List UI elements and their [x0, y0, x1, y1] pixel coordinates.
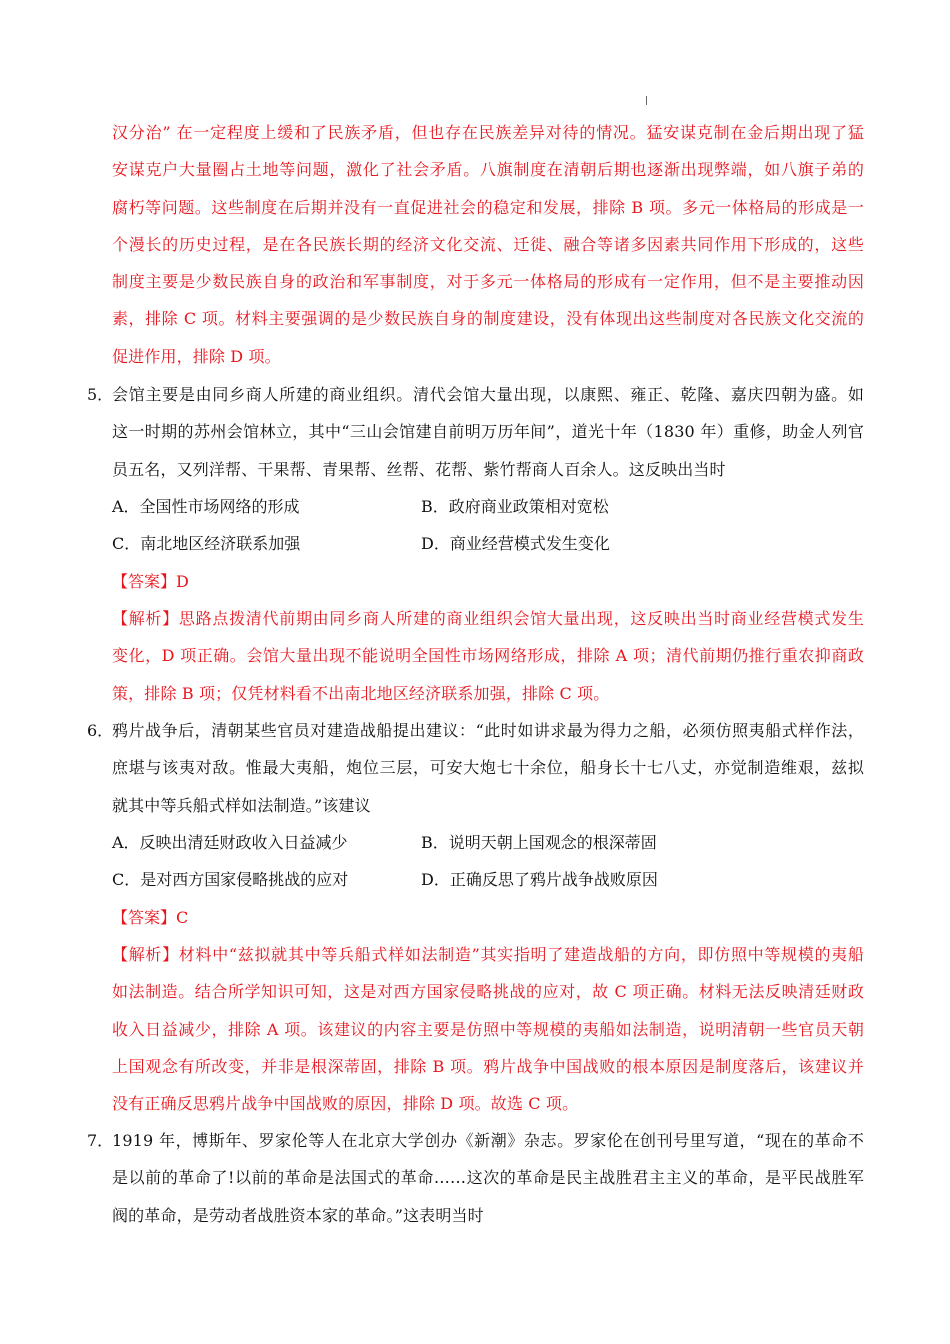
question-6-options [112, 824, 864, 899]
analysis-line: 个漫长的历史过程，是在各民族长期的经济文化交流、迁徙、融合等诸多因素共同作用下形成的，这些 [112, 234, 864, 254]
answer-label: 【答案】 [112, 572, 177, 591]
analysis-line: 收入日益减少，排除 A 项。该建议的内容主要是仿照中等规模的夷船如法制造，说明清朝一些官员天朝 [112, 1019, 864, 1039]
analysis-line: 促进作用，排除 D 项。 [112, 346, 281, 366]
answer-value: C [176, 908, 189, 927]
question-7-stem [112, 1122, 864, 1234]
analysis-line: 制度主要是少数民族自身的政治和军事制度，对于多元一体格局的形成有一定作用，但不是主要推动因 [112, 272, 864, 292]
question-5-answer [112, 563, 189, 600]
question-5-stem [112, 376, 864, 488]
question-6-number: 6． [87, 721, 114, 740]
analysis-line: 变化，D 项正确。会馆大量出现不能说明全国性市场网络形成，排除 A 项；清代前期仍推行重农抑商政 [112, 646, 864, 666]
option-a: A．反映出清廷财政收入日益减少 [112, 833, 348, 852]
previous-analysis-continuation [112, 114, 864, 375]
stem-line: 鸦片战争后，清朝某些官员对建造战船提出建议：“此时如讲求最为得力之船，必须仿照夷船式样作法， [112, 721, 864, 740]
answer-value: D [176, 572, 189, 591]
stem-line: 1919 年，博斯年、罗家伦等人在北京大学创办《新潮》杂志。罗家伦在创刊号里写道，“现在的革命不 [112, 1131, 864, 1150]
analysis-line: 上国观念有所改变，并非是根深蒂固，排除 B 项。鸦片战争中国战败的根本原因是制度落后，该建议并 [112, 1056, 864, 1076]
question-5-options [112, 488, 864, 563]
option-c: C．是对西方国家侵略挑战的应对 [112, 870, 349, 890]
stem-line: 庶堪与该夷对敌。惟最大夷船，炮位三层，可安大炮七十余位，船身长十七八丈，亦觉制造维艰，兹拟 [112, 758, 864, 778]
stem-line: 员五名，又列洋帮、干果帮、青果帮、丝帮、花帮、紫竹帮商人百余人。这反映出当时 [112, 459, 726, 479]
question-5-analysis [112, 600, 864, 712]
option-b: B．说明天朝上国观念的根深蒂固 [421, 833, 657, 852]
question-7-number: 7． [87, 1131, 114, 1150]
analysis-line: 素，排除 C 项。材料主要强调的是少数民族自身的制度建设，没有体现出这些制度对各民族文化交流的 [112, 309, 864, 329]
question-6-stem [112, 712, 864, 824]
analysis-line: 汉分治” 在一定程度上缓和了民族矛盾，但也存在民族差异对待的情况。猛安谋克制在金后期出现了猛 [112, 123, 864, 142]
option-d: D．商业经营模式发生变化 [421, 534, 610, 554]
analysis-line: 策，排除 B 项；仅凭材料看不出南北地区经济联系加强，排除 C 项。 [112, 683, 610, 703]
analysis-line: 【解析】思路点拨清代前期由同乡商人所建的商业组织会馆大量出现，这反映出当时商业经营模式发生 [112, 609, 864, 628]
stem-line: 会馆主要是由同乡商人所建的商业组织。清代会馆大量出现，以康熙、雍正、乾隆、嘉庆四朝为盛。如 [112, 385, 864, 404]
option-b: B．政府商业政策相对宽松 [421, 497, 609, 516]
analysis-line: 腐朽等问题。这些制度在后期并没有一直促进社会的稳定和发展，排除 B 项。多元一体格局的形成是一 [112, 197, 864, 217]
analysis-line: 安谋克户大量圈占土地等问题，激化了社会矛盾。八旗制度在清朝后期也逐渐出现弊端，如八旗子弟的 [112, 160, 864, 180]
option-d: D．正确反思了鸦片战争战败原因 [421, 870, 658, 890]
question-5-number: 5． [87, 385, 114, 404]
answer-label: 【答案】 [112, 908, 177, 927]
stem-line: 阀的革命，是劳动者战胜资本家的革命。”这表明当时 [112, 1205, 484, 1225]
option-c: C．南北地区经济联系加强 [112, 534, 301, 554]
analysis-line: 【解析】材料中“兹拟就其中等兵船式样如法制造”其实指明了建造战船的方向，即仿照中等规模的夷船 [112, 945, 864, 964]
stem-line: 这一时期的苏州会馆林立，其中“三山会馆建自前明万历年间”，道光十年（1830 年）重修，助金人列官 [112, 422, 864, 442]
analysis-line: 如法制造。结合所学知识可知，这是对西方国家侵略挑战的应对，故 C 项正确。材料无法反映清廷财政 [112, 982, 864, 1002]
option-a: A．全国性市场网络的形成 [112, 497, 300, 516]
stem-line: 就其中等兵船式样如法制造。”该建议 [112, 795, 371, 815]
question-6-analysis [112, 936, 864, 1122]
stem-line: 是以前的革命了!以前的革命是法国式的革命……这次的革命是民主战胜君主主义的革命，是平民战胜军 [112, 1168, 864, 1188]
header-tick-mark [646, 96, 647, 105]
question-6-answer [112, 899, 188, 936]
analysis-line: 没有正确反思鸦片战争中国战败的原因，排除 D 项。故选 C 项。 [112, 1094, 579, 1114]
